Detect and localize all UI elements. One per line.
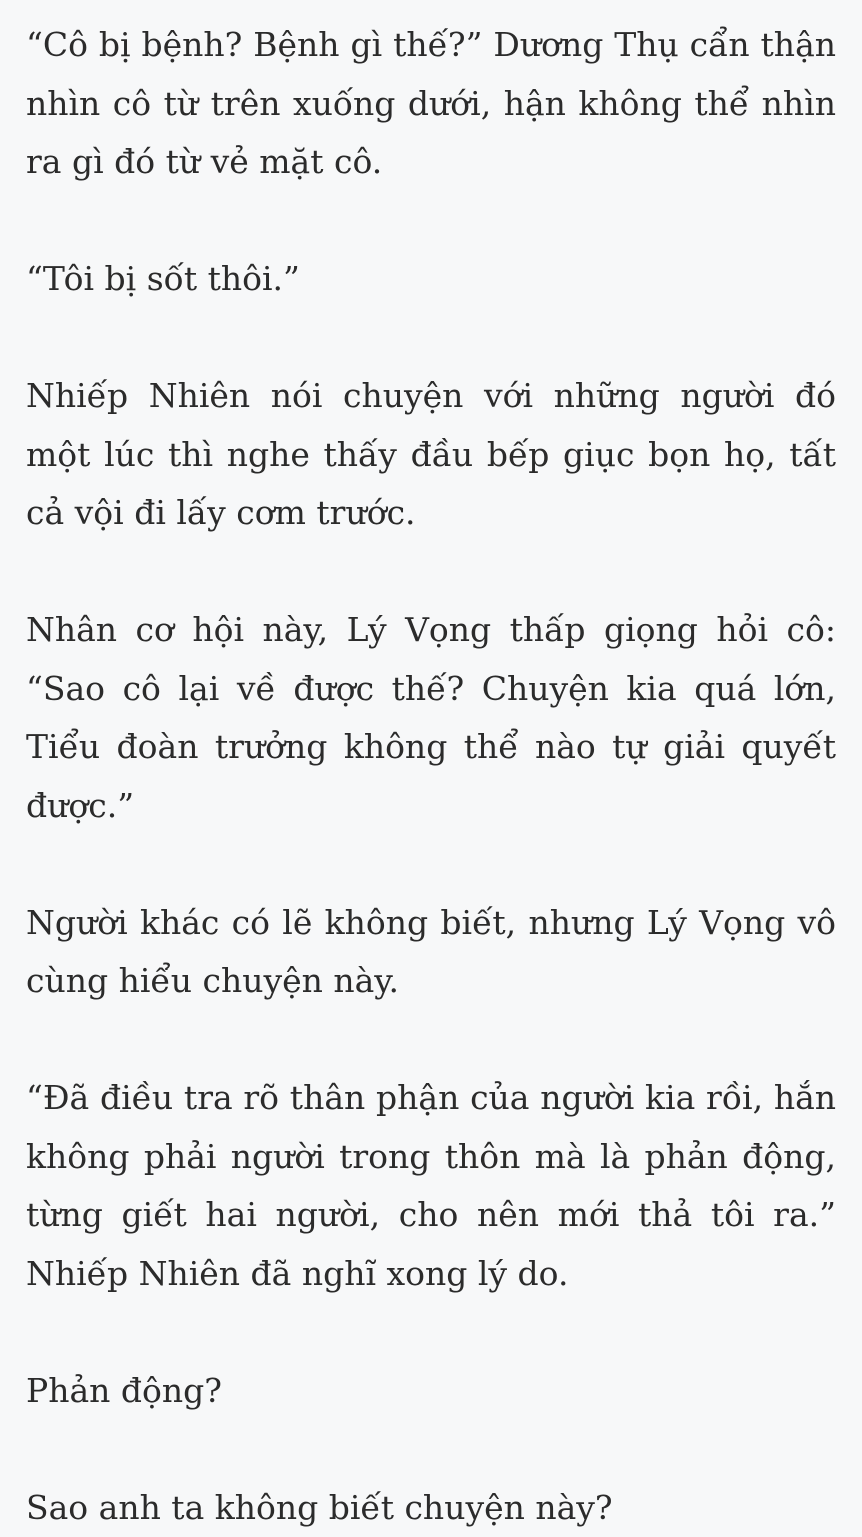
paragraph: “Tôi bị sốt thôi.” (26, 250, 836, 309)
paragraph: Nhân cơ hội này, Lý Vọng thấp giọng hỏi cô: “Sao cô lại về được thế? Chuyện kia quá lớn, Tiểu đoàn trưởng không thể nào tự giải quyết được.” (26, 601, 836, 835)
paragraph: Phản động? (26, 1362, 836, 1421)
paragraph: Người khác có lẽ không biết, nhưng Lý Vọng vô cùng hiểu chuyện này. (26, 894, 836, 1011)
paragraph: Nhiếp Nhiên nói chuyện với những người đó một lúc thì nghe thấy đầu bếp giục bọn họ, tất cả vội đi lấy cơm trước. (26, 367, 836, 543)
paragraph: “Đã điều tra rõ thân phận của người kia rồi, hắn không phải người trong thôn mà là phản động, từng giết hai người, cho nên mới thả tôi ra.” Nhiếp Nhiên đã nghĩ xong lý do. (26, 1069, 836, 1303)
paragraph: Sao anh ta không biết chuyện này? (26, 1479, 836, 1537)
reader-content (26, 16, 836, 1537)
paragraph: “Cô bị bệnh? Bệnh gì thế?” Dương Thụ cẩn thận nhìn cô từ trên xuống dưới, hận không thể nhìn ra gì đó từ vẻ mặt cô. (26, 16, 836, 192)
